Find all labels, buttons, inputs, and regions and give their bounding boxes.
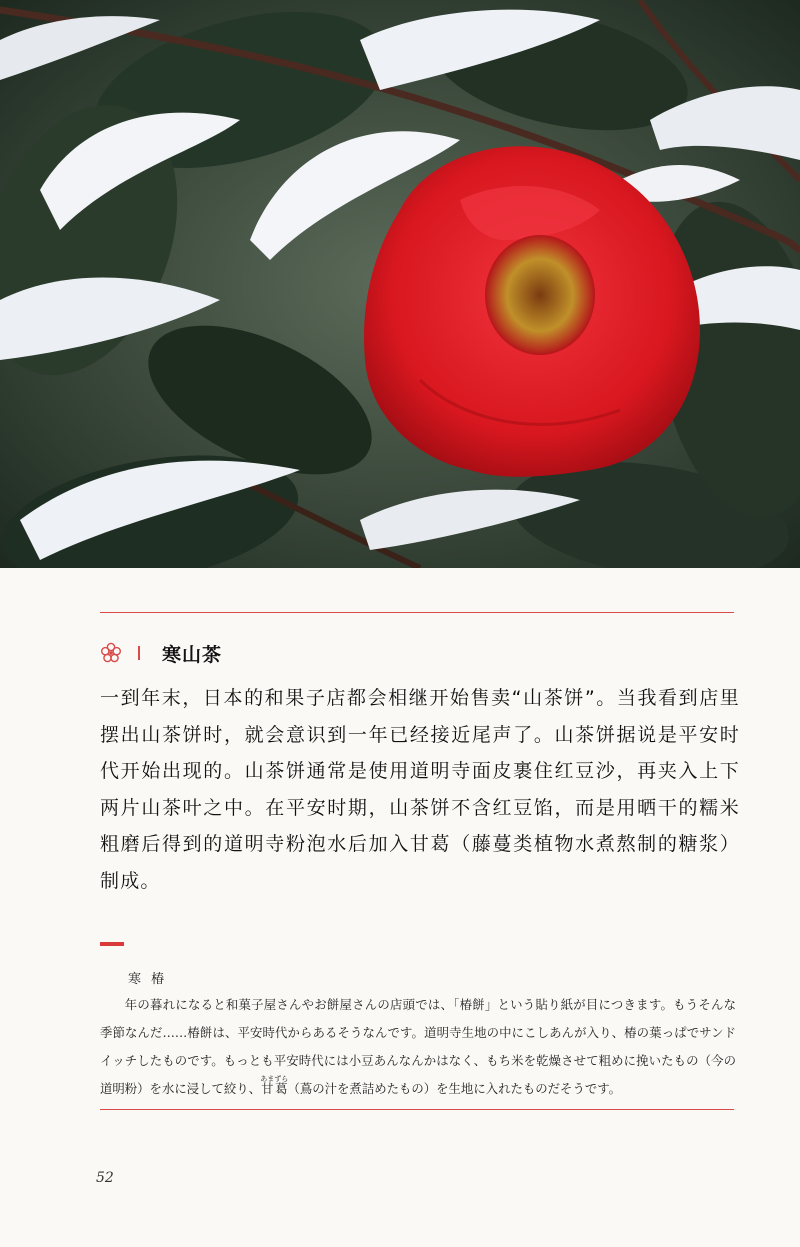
section-heading xyxy=(100,638,222,668)
amazura-ruby xyxy=(260,1075,289,1096)
accent-dash xyxy=(100,942,124,946)
chinese-paragraph: 一到年末，日本的和果子店都会相继开始售卖“山茶饼”。当我看到店里摆出山茶饼时，就会意识到一年已经接近尾声了。山茶饼据说是平安时代开始出现的。山茶饼通常是使用道明寺面皮裹住红豆沙，再夹入上下两片山茶叶之中。在平安时期，山茶饼不含红豆馅，而是用晒干的糯米粗磨后得到的道明寺粉泡水后加入甘葛（藤蔓类植物水煮熬制的糖浆）制成。 xyxy=(100,687,740,892)
japanese-text-part-1: 年の暮れになると和菓子屋さんやお餅屋さんの店頭では、「椿餅」という貼り紙が目につきます。もうそんな季節なんだ……椿餅は、平安時代からあるそうなんです。道明寺生地の中にこしあんが入り、椿の葉っぱでサンドイッチしたものです。もっとも平安時代には小豆あんなんかはなく、もち米を乾燥させて粗めに挽いたもの（今の道明粉）を水に浸して絞り、 xyxy=(100,997,736,1096)
ruby-reading: あまずら xyxy=(260,1075,289,1083)
ruby-base: 甘葛 xyxy=(260,1081,289,1096)
section-title: 寒山茶 xyxy=(162,643,223,666)
camellia-photo xyxy=(0,0,800,568)
japanese-paragraph xyxy=(100,991,736,1103)
japanese-title: 寒 椿 xyxy=(128,972,168,987)
photo-illustration xyxy=(0,0,800,568)
japanese-text-part-2: （蔦の汁を煮詰めたもの）を生地に入れたものだそうです。 xyxy=(287,1081,622,1096)
bottom-divider xyxy=(100,1109,734,1110)
heading-bar xyxy=(138,646,140,660)
top-divider xyxy=(100,612,734,613)
flower-ornament-icon xyxy=(100,642,122,664)
page-number: 52 xyxy=(96,1170,114,1186)
